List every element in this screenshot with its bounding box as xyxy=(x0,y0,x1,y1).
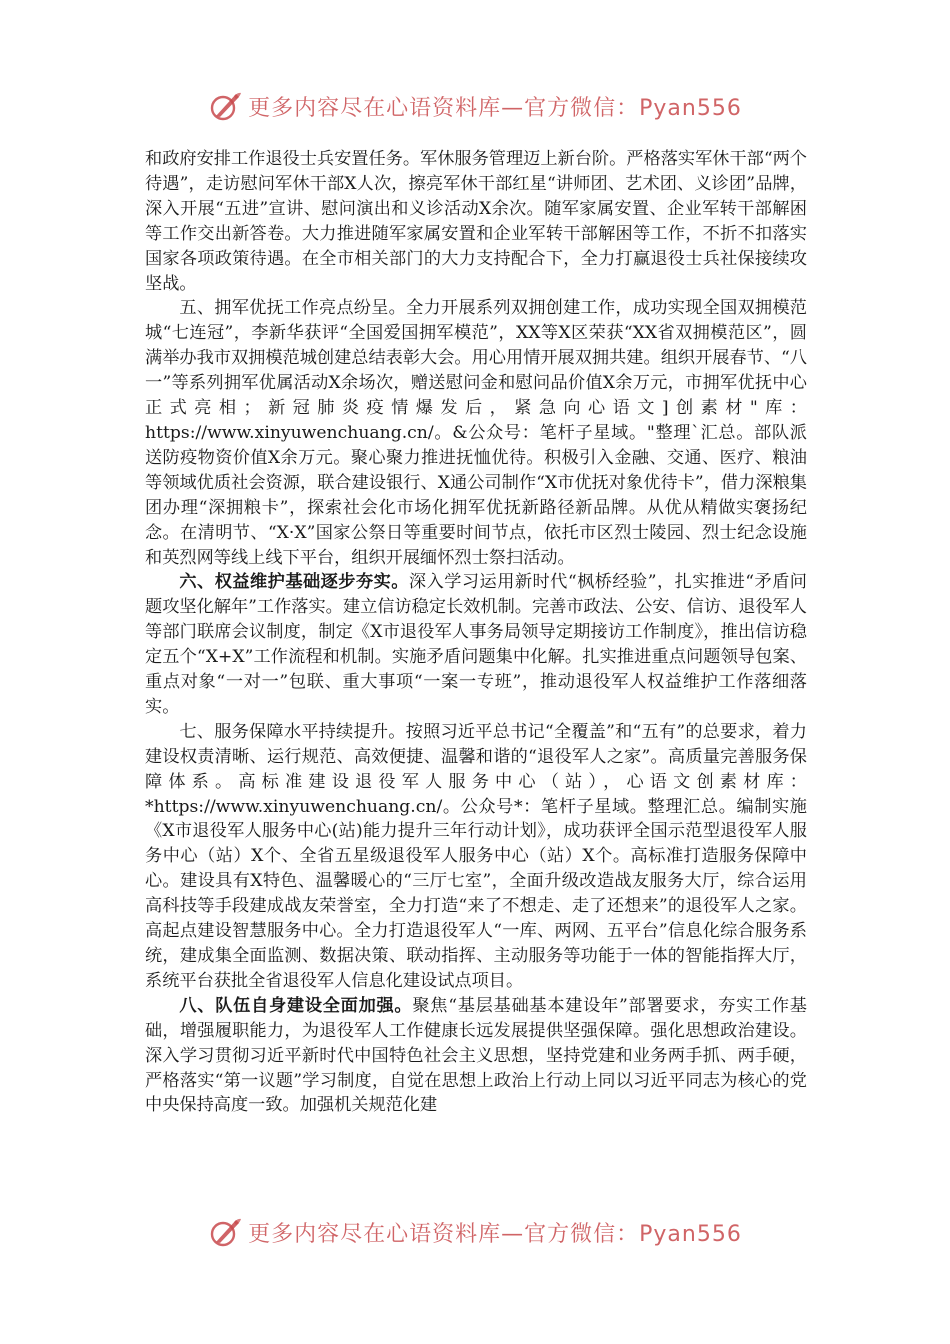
document-body xyxy=(145,147,807,1118)
watermark-banner-top xyxy=(0,86,950,126)
paragraph-continuation: 和政府安排工作退役士兵安置任务。军休服务管理迈上新台阶。严格落实军休干部“两个待遇”，走访慰问军休干部X人次，擦亮军休干部红星“讲师团、艺术团、义诊团”品牌，深入开展“五进”宣讲、慰问演出和义诊活动X余次。随军家属安置、企业军转干部解困等工作交出新答卷。大力推进随军家属安置和企业军转干部解困等工作，不折不扣落实国家各项政策待遇。在全市相关部门的大力支持配合下，全力打赢退役士兵社保接续攻坚战。 xyxy=(145,149,807,294)
quill-logo-icon xyxy=(208,89,242,123)
paragraph-section-5: 五、拥军优抚工作亮点纷呈。全力开展系列双拥创建工作，成功实现全国双拥模范城“七连冠”，李新华获评“全国爱国拥军模范”，XX等X区荣获“XX省双拥模范区”，圆满举办我市双拥模范城创建总结表彰大会。用心用情开展双拥共建。组织开展春节、“八一”等系列拥军优属活动X余场次，赠送慰问金和慰问品价值X余万元，市拥军优抚中心正式亮相；新冠肺炎疫情爆发后，紧急向心语文]创素材"库：https://www.xinyuwenchuang.cn/。&公众号：笔杆子星域。"整理`汇总。部队派送防疫物资价值X余万元。聚心聚力推进抚恤优待。积极引入金融、交通、医疗、粮油等领域优质社会资源，联合建设银行、X通公司制作“X市优抚对象优待卡”，借力深粮集团办理“深拥粮卡”，探索社会化市场化拥军优抚新路径新品牌。从优从精做实褒扬纪念。在清明节、“X·X”国家公祭日等重要时间节点，依托市区烈士陵园、烈士纪念设施和英烈网等线上线下平台，组织开展缅怀烈士祭扫活动。 xyxy=(145,298,807,568)
paragraph-section-7: 七、服务保障水平持续提升。按照习近平总书记“全覆盖”和“五有”的总要求，着力建设权责清晰、运行规范、高效便捷、温馨和谐的“退役军人之家”。高质量完善服务保障体系。高标准建设退役军人服务中心（站），心语文创素材库：*https://www.xinyuwenchuang.cn/。公众号*：笔杆子星域。整理汇总。编制实施《X市退役军人服务中心(站)能力提升三年行动计划》，成功获评全国示范型退役军人服务中心（站）X个、全省五星级退役军人服务中心（站）X个。高标准打造服务保障中心。建设具有X特色、温馨暖心的“三厅七室”，全面升级改造战友服务大厅，综合运用高科技等手段建成战友荣誉室，全力打造“来了不想走、走了还想来”的退役军人之家。高起点建设智慧服务中心。全力打造退役军人“一库、两网、五平台”信息化综合服务系统，建成集全面监测、数据决策、联动指挥、主动服务等功能于一体的智能指挥大厅，系统平台获批全省退役军人信息化建设试点项目。 xyxy=(145,721,807,991)
paragraph-section-8: 八、队伍自身建设全面加强。聚焦“基层基础基本建设年”部署要求，夯实工作基础，增强履职能力，为退役军人工作健康长远发展提供坚强保障。强化思想政治建设。深入学习贯彻习近平新时代中国特色社会主义思想，坚持党建和业务两手抓、两手硬，严格落实“第一议题”学习制度，自觉在思想上政治上行动上同以习近平同志为核心的党中央保持高度一致。加强机关规范化建 xyxy=(145,995,807,1116)
watermark-text-top: 更多内容尽在心语资料库—官方微信：Pyan556 xyxy=(248,95,742,121)
watermark-banner-bottom xyxy=(0,1212,950,1252)
quill-logo-icon xyxy=(208,1215,242,1249)
paragraph-section-6: 六、权益维护基础逐步夯实。深入学习运用新时代“枫桥经验”，扎实推进“矛盾问题攻坚化解年”工作落实。建立信访稳定长效机制。完善市政法、公安、信访、退役军人等部门联席会议制度，制定《X市退役军人事务局领导定期接访工作制度》，推出信访稳定五个“X+X”工作流程和机制。实施矛盾问题集中化解。扎实推进重点问题领导包案、重点对象“一对一”包联、重大事项“一案一专班”，推动退役军人权益维护工作落细落实。 xyxy=(145,572,807,717)
section-heading: 八、队伍自身建设全面加强。 xyxy=(179,995,413,1016)
section-heading: 六、权益维护基础逐步夯实。 xyxy=(179,572,409,593)
watermark-text-bottom: 更多内容尽在心语资料库—官方微信：Pyan556 xyxy=(248,1221,742,1247)
